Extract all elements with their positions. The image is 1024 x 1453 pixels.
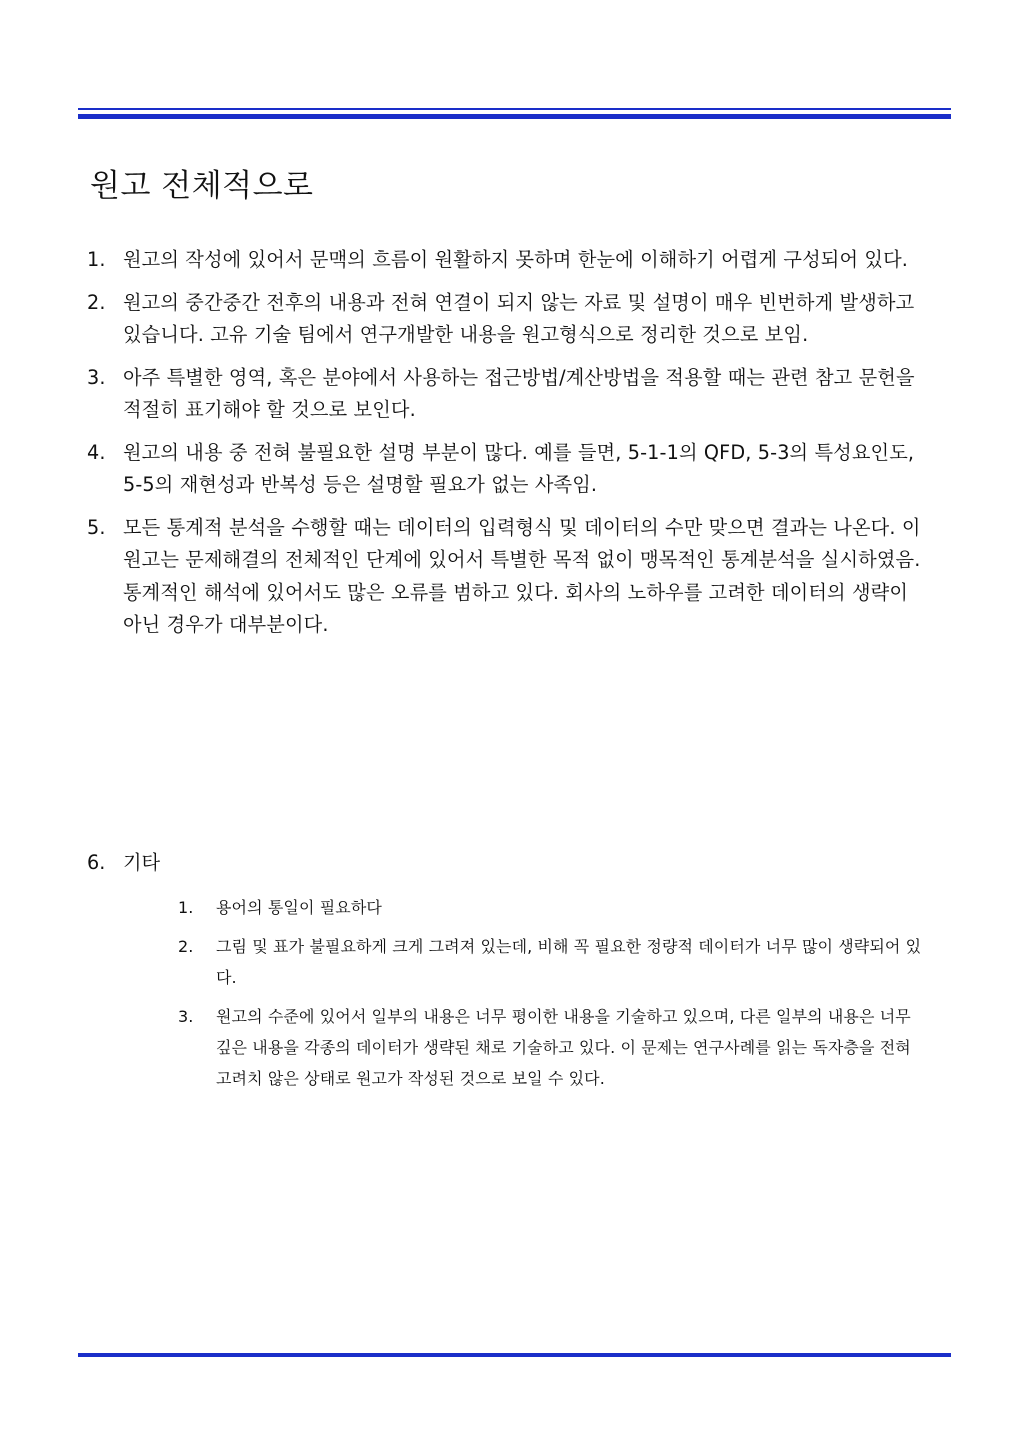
etc-label: 기타 xyxy=(123,851,161,874)
item-text: 모든 통계적 분석을 수행할 때는 데이터의 입력형식 및 데이터의 수만 맞으면 결과는 나온다. 이 원고는 문제해결의 전체적인 단계에 있어서 특별한 목적 없이 맹목적인 통계분석을 실시하였음. 통계적인 해석에 있어서도 많은 오류를 범하고 있다. 회사의 노하우를 고려한 데이터의 생략이 아닌 경우가 대부분이다. xyxy=(123,515,921,636)
etc-sub-list xyxy=(178,892,928,1102)
item-number: 1. xyxy=(87,248,106,271)
list-item xyxy=(87,437,927,502)
item-number: 3. xyxy=(87,365,106,389)
list-item xyxy=(87,244,927,277)
item-text: 원고의 작성에 있어서 문맥의 흐름이 원활하지 못하며 한눈에 이해하기 어렵게 구성되어 있다. xyxy=(123,248,909,271)
item-number: 2. xyxy=(87,290,106,314)
header-rule-thick xyxy=(78,114,951,119)
sub-item-text: 그림 및 표가 불필요하게 크게 그려져 있는데, 비해 꼭 필요한 정량적 데이터가 너무 많이 생략되어 있다. xyxy=(216,937,922,987)
list-item xyxy=(87,362,927,427)
review-list xyxy=(87,244,927,652)
sub-item-number: 3. xyxy=(178,1007,194,1026)
etc-heading xyxy=(87,847,160,879)
item-text: 아주 특별한 영역, 혹은 분야에서 사용하는 접근방법/계산방법을 적용할 때는 관련 참고 문헌을 적절히 표기해야 할 것으로 보인다. xyxy=(123,365,915,421)
sub-item-text: 원고의 수준에 있어서 일부의 내용은 너무 평이한 내용을 기술하고 있으며, 다른 일부의 내용은 너무 깊은 내용을 각종의 데이터가 생략된 채로 기술하고 있다. 이 문제는 연구사례를 읽는 독자층을 전혀 고려치 않은 상태로 원고가 작성된 것으로 보일 수 있다. xyxy=(216,1007,911,1088)
item-text: 원고의 내용 중 전혀 불필요한 설명 부분이 많다. 예를 들면, 5-1-1의 QFD, 5-3의 특성요인도, 5-5의 재현성과 반복성 등은 설명할 필요가 없는 사족임. xyxy=(123,440,915,496)
item-number: 4. xyxy=(87,440,106,464)
list-item xyxy=(87,512,927,642)
footer-rule xyxy=(78,1353,951,1357)
page-title: 원고 전체적으로 xyxy=(90,168,314,204)
header-rule-thin xyxy=(78,108,951,110)
item-number: 6. xyxy=(87,851,106,874)
item-text: 원고의 중간중간 전후의 내용과 전혀 연결이 되지 않는 자료 및 설명이 매우 빈번하게 발생하고 있습니다. 고유 기술 팀에서 연구개발한 내용을 원고형식으로 정리한 것으로 보임. xyxy=(123,290,915,346)
sub-item-number: 2. xyxy=(178,937,194,956)
item-number: 5. xyxy=(87,515,106,539)
sub-item-text: 용어의 통일이 필요하다 xyxy=(216,898,382,917)
sub-list-item xyxy=(178,892,928,923)
list-item xyxy=(87,287,927,352)
sub-list-item xyxy=(178,1001,928,1094)
sub-item-number: 1. xyxy=(178,898,194,917)
sub-list-item xyxy=(178,931,928,993)
